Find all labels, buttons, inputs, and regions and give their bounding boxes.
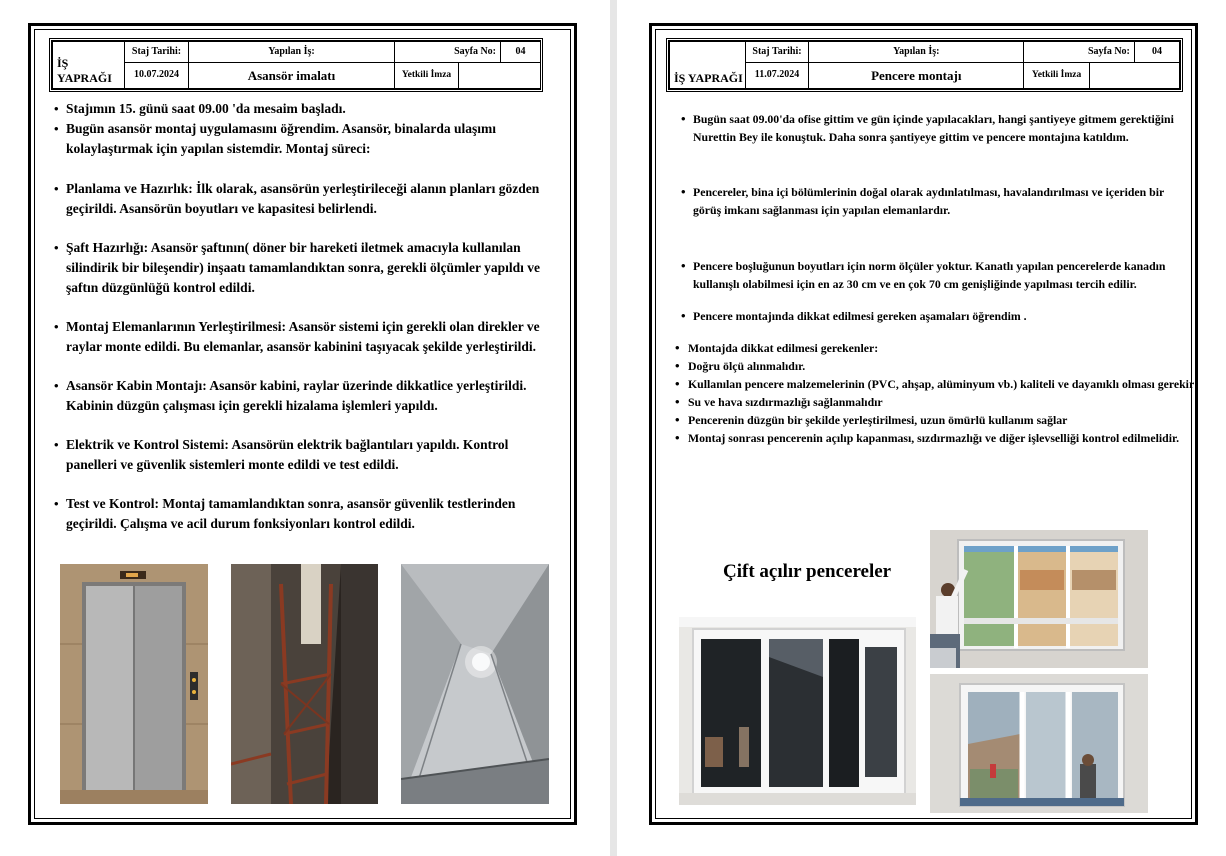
yetkili-imza-field	[459, 62, 541, 88]
document-page-left	[0, 0, 610, 856]
document-page-right	[617, 0, 1226, 856]
staj-tarihi-label: Staj Tarihi:	[745, 42, 808, 63]
list-item: • Test ve Kontrol: Montaj tamamlandıktan sonra, asansör güvenlik testlerinden geçirildi. Çalışma ve acil durum fonksiyonları kontrol edildi.	[54, 494, 562, 534]
elevator-door-photo	[60, 564, 208, 804]
list-item: • Montajda dikkat edilmesi gerekenler:	[675, 339, 1197, 357]
sayfa-no-label: Sayfa No:	[395, 42, 501, 63]
elevator-shaft-looking-up-photo	[401, 564, 549, 804]
is-yapragi-header	[49, 38, 543, 92]
installed-window-with-protective-film-photo	[930, 674, 1148, 813]
is-yapragi-label: İŞ YAPRAĞI	[670, 42, 746, 89]
list-item: • Şaft Hazırlığı: Asansör şaftının( döner bir hareketi iletmek amacıyla kullanılan silindirik bir bileşendir) inşaatı tamamlandıktan sonra, gerekli ölçümler yapıldı ve şaftın düzgünlüğü kontrol edildi.	[54, 238, 562, 298]
page-body-text	[677, 110, 1195, 447]
list-item: • Montaj sonrası pencerenin açılıp kapanması, sızdırmazlığı ve diğer işlevselliği kontrol edilmelidir.	[675, 429, 1197, 447]
yapilan-is-label: Yapılan İş:	[189, 42, 395, 63]
yetkili-imza-label: Yetkili İmza	[1024, 62, 1090, 88]
list-item: • Pencereler, bina içi bölümlerinin doğal olarak aydınlatılması, havalandırılması ve içeriden bir görüş imkanı sağlanması için yapılan elemanlardır.	[677, 183, 1185, 219]
list-item: • Montaj Elemanlarının Yerleştirilmesi: Asansör sistemi için gerekli olan direkler ve raylar monte edildi. Bu elemanlar, asansör kabinini taşıyacak şekilde yerleştirildi.	[54, 317, 562, 357]
yetkili-imza-label: Yetkili İmza	[395, 62, 459, 88]
yetkili-imza-field	[1089, 62, 1179, 88]
yapilan-is-value: Pencere montajı	[809, 62, 1024, 88]
is-yapragi-label: İŞ YAPRAĞI	[53, 42, 125, 89]
list-item: • Su ve hava sızdırmazlığı sağlanmalıdır	[675, 393, 1197, 411]
list-item: • Stajımın 15. günü saat 09.00 'da mesaim başladı.	[54, 99, 562, 119]
sayfa-no-value: 04	[501, 42, 541, 63]
page-body-text	[54, 99, 562, 534]
yapilan-is-value: Asansör imalatı	[189, 62, 395, 88]
double-sash-window-photo	[679, 617, 916, 805]
list-item: • Doğru ölçü alınmalıdır.	[675, 357, 1197, 375]
list-item: • Asansör Kabin Montajı: Asansör kabini, raylar üzerinde dikkatlice yerleştirildi. Kabinin düzgün çalışması için gerekli hizalama işlemleri yapıldı.	[54, 376, 562, 416]
is-yapragi-header	[666, 38, 1183, 92]
list-item: • Pencere boşluğunun boyutları için norm ölçüler yoktur. Kanatlı yapılan pencerelerde kanadın kullanışlı olabilmesi için en az 30 cm ve en çok 70 cm genişliğinde yapılması tercih edilir.	[677, 257, 1185, 293]
staj-tarihi-label: Staj Tarihi:	[125, 42, 189, 63]
list-item: • Bugün asansör montaj uygulamasını öğrendim. Asansör, binalarda ulaşımı kolaylaştırmak için yapılan sistemdir. Montaj süreci:	[54, 119, 562, 159]
list-item: • Pencere montajında dikkat edilmesi gereken aşamaları öğrendim .	[677, 307, 1185, 325]
list-item: • Planlama ve Hazırlık: İlk olarak, asansörün yerleştirileceği alanın planları gözden geçirildi. Asansörün boyutları ve kapasitesi belirlendi.	[54, 179, 562, 219]
list-item: • Bugün saat 09.00'da ofise gittim ve gün içinde yapılacakları, hangi şantiyeye gitmem gerektiğini Nurettin Bey ile konuştuk. Daha sonra şantiyeye gittim ve pencere montajına katıldım.	[677, 110, 1185, 146]
elevator-shaft-scaffold-photo	[231, 564, 378, 804]
sayfa-no-value: 04	[1134, 42, 1179, 63]
yapilan-is-label: Yapılan İş:	[809, 42, 1024, 63]
list-item: • Pencerenin düzgün bir şekilde yerleştirilmesi, uzun ömürlü kullanım sağlar	[675, 411, 1197, 429]
list-item: • Kullanılan pencere malzemelerinin (PVC, ahşap, alüminyum vb.) kaliteli ve dayanıklı olması gerekir	[675, 375, 1197, 393]
sayfa-no-label: Sayfa No:	[1024, 42, 1135, 63]
photo-caption: Çift açılır pencereler	[723, 561, 892, 582]
staj-tarihi-value: 10.07.2024	[125, 62, 189, 88]
list-item: • Elektrik ve Kontrol Sistemi: Asansörün elektrik bağlantıları yapıldı. Kontrol panelleri ve güvenlik sistemleri monte edildi ve test edildi.	[54, 435, 562, 475]
staj-tarihi-value: 11.07.2024	[745, 62, 808, 88]
worker-installing-window-photo	[930, 530, 1148, 668]
